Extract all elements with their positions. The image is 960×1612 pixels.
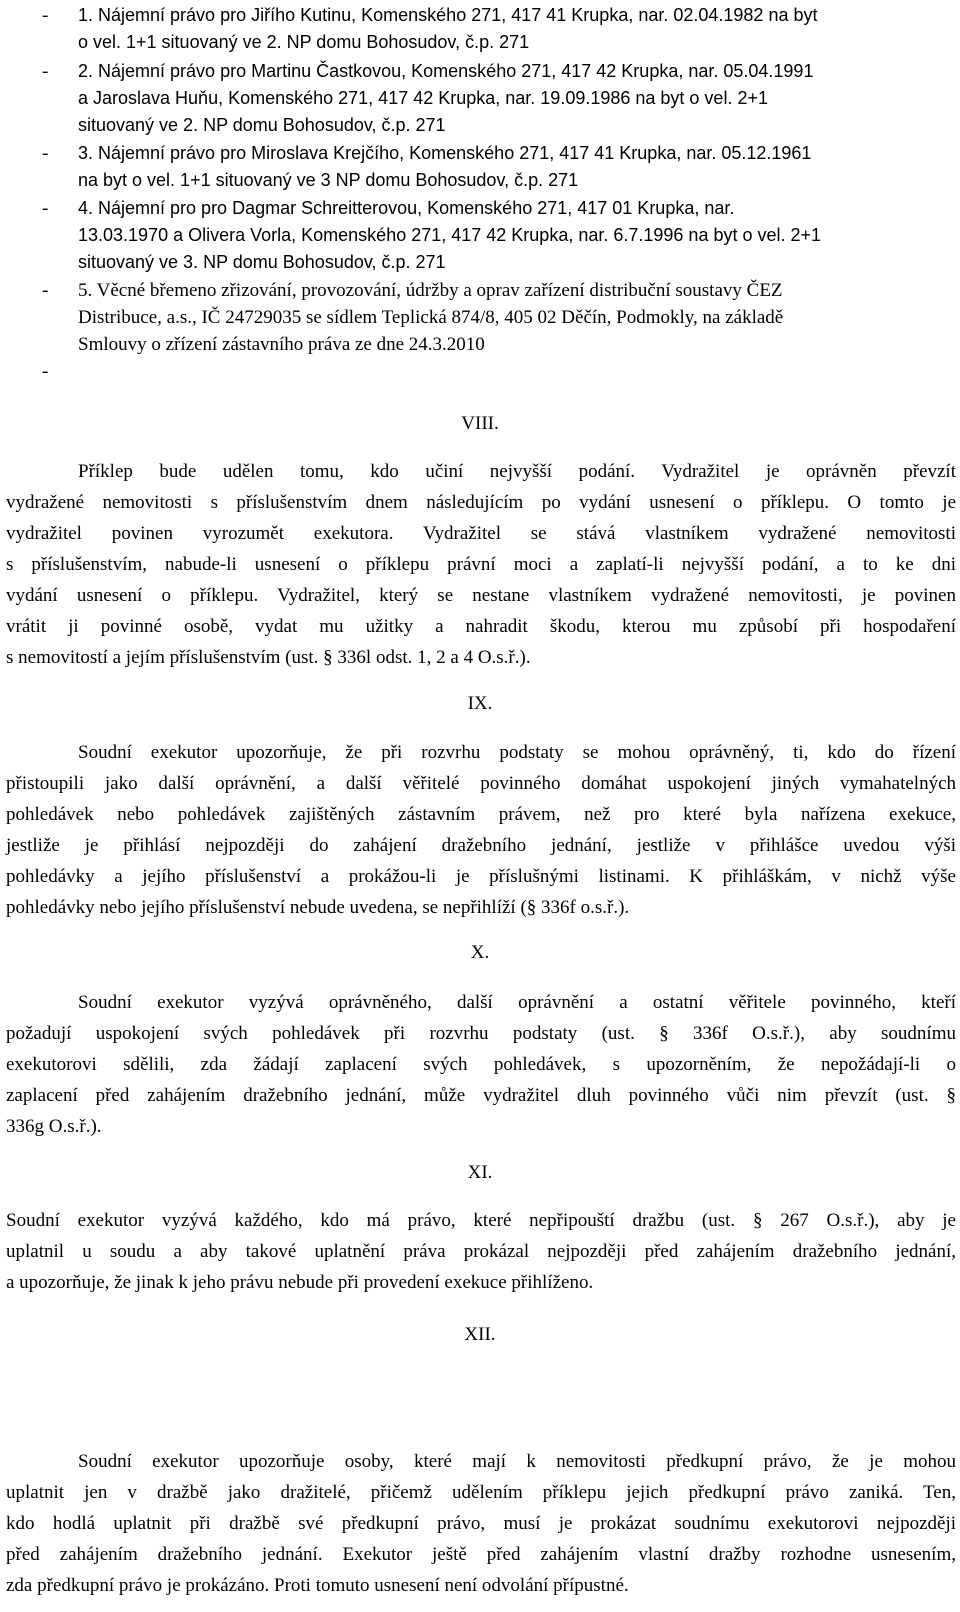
text-line: zaplacení před zahájením dražebního jednání, může vydražitel dluh povinného vůči nim převzít (ust. § [6, 1085, 956, 1106]
text-line: s nemovitostí a jejím příslušenstvím (ust. § 336l odst. 1, 2 a 4 O.s.ř.). [6, 647, 531, 668]
section-heading: X. [470, 942, 490, 963]
text-line: a upozorňuje, že jinak k jeho právu nebude při provedení exekuce přihlíženo. [6, 1272, 594, 1293]
text-line: jestliže je přihlásí nejpozději do zahájení dražebního jednání, jestliže v přihlášce uvedou výši [6, 835, 956, 856]
list-item-text [78, 2, 958, 56]
text-line: situovaný ve 3. NP domu Bohosudov, č.p. 271 [78, 252, 446, 272]
list-dash: - [42, 5, 49, 26]
list-item-text [78, 58, 958, 139]
text-line: Soudní exekutor upozorňuje, že při rozvrhu podstaty se mohou oprávněný, ti, kdo do řízení [78, 742, 956, 763]
text-line: pohledávky nebo jejího příslušenství nebude uvedena, se nepřihlíží (§ 336f o.s.ř.). [6, 897, 630, 918]
text-line: Soudní exekutor vyzývá oprávněného, další oprávnění a ostatní věřitele povinného, kteří [78, 992, 956, 1013]
text-line: Soudní exekutor upozorňuje osoby, které mají k nemovitosti předkupní právo, že je mohou [78, 1451, 956, 1472]
list-dash: - [42, 198, 49, 219]
text-line: na byt o vel. 1+1 situovaný ve 3 NP domu Bohosudov, č.p. 271 [78, 170, 579, 190]
text-line: přistoupili jako další oprávnění, a další věřitelé povinného domáhat uspokojení jiných vymahatelných [6, 773, 956, 794]
text-line: 2. Nájemní právo pro Martinu Častkovou, Komenského 271, 417 42 Krupka, nar. 05.04.1991 [78, 61, 814, 81]
text-line: vydání usnesení o příklepu. Vydražitel, který se nestane vlastníkem vydražené nemovitosti, je povinen [6, 585, 956, 606]
text-line: pohledávek nebo pohledávek zajištěných zástavním právem, než pro které byla nařízena exekuce, [6, 804, 956, 825]
list-dash: - [42, 143, 49, 164]
section-paragraph [6, 1446, 956, 1601]
text-line: vydražené nemovitosti s příslušenstvím dnem následujícím po vydání usnesení o příklepu. O tomto je [6, 492, 956, 513]
section-paragraph [6, 1205, 956, 1298]
text-line: Soudní exekutor vyzývá každého, kdo má právo, které nepřipouští dražbu (ust. § 267 O.s.ř.), aby je [6, 1210, 956, 1231]
section-paragraph [6, 987, 956, 1142]
text-line: před zahájením dražebního jednání. Exekutor ještě před zahájením vlastní dražby rozhodne usnesením, [6, 1544, 956, 1565]
section-paragraph [6, 456, 956, 673]
text-line: kdo hodlá uplatnit při dražbě své předkupní právo, musí je prokázat soudnímu exekutorovi nejpozději [6, 1513, 956, 1534]
list-dash: - [42, 61, 49, 82]
list-item-text [78, 277, 958, 358]
text-line: 5. Věcné břemeno zřizování, provozování, údržby a oprav zařízení distribuční soustavy ČEZ [78, 280, 783, 301]
section-heading: IX. [467, 693, 493, 714]
text-line: Distribuce, a.s., IČ 24729035 se sídlem Teplická 874/8, 405 02 Děčín, Podmokly, na základě [78, 307, 784, 328]
list-dash: - [42, 280, 49, 301]
text-line: exekutorovi sdělili, zda žádají zaplacení svých pohledávek, s upozorněním, že nepožádají-li o [6, 1054, 956, 1075]
list-item-text [78, 140, 958, 194]
list-dash: - [42, 361, 49, 382]
list-item-text [78, 195, 958, 276]
section-paragraph [6, 737, 956, 923]
text-line: 1. Nájemní právo pro Jiřího Kutinu, Komenského 271, 417 41 Krupka, nar. 02.04.1982 na byt [78, 5, 818, 25]
text-line: zda předkupní právo je prokázáno. Proti tomuto usnesení není odvolání přípustné. [6, 1575, 629, 1596]
text-line: 3. Nájemní právo pro Miroslava Krejčího, Komenského 271, 417 41 Krupka, nar. 05.12.1961 [78, 143, 812, 163]
text-line: 336g O.s.ř.). [6, 1116, 102, 1137]
text-line: pohledávky a jejího příslušenství a prokážou-li je příslušnými listinami. K přihláškám, v nichž výše [6, 866, 956, 887]
text-line: a Jaroslava Huňu, Komenského 271, 417 42 Krupka, nar. 19.09.1986 na byt o vel. 2+1 [78, 88, 768, 108]
section-heading: VIII. [461, 413, 499, 434]
text-line: 13.03.1970 a Olivera Vorla, Komenského 271, 417 42 Krupka, nar. 6.7.1996 na byt o vel. 2+1 [78, 225, 822, 245]
section-heading: XII. [464, 1324, 496, 1345]
text-line: s příslušenstvím, nabude-li usnesení o příklepu právní moci a zaplatí-li nejvyšší podání, a to ke dni [6, 554, 956, 575]
text-line: vydražitel povinen vyrozumět exekutora. Vydražitel se stává vlastníkem vydražené nemovitosti [6, 523, 956, 544]
text-line: požadují uspokojení svých pohledávek při rozvrhu podstaty (ust. § 336f O.s.ř.), aby soudnímu [6, 1023, 956, 1044]
text-line: Příklep bude udělen tomu, kdo učiní nejvyšší podání. Vydražitel je oprávněn převzít [78, 461, 956, 482]
text-line: 4. Nájemní pro pro Dagmar Schreitterovou, Komenského 271, 417 01 Krupka, nar. [78, 198, 735, 218]
text-line: Smlouvy o zřízení zástavního práva ze dne 24.3.2010 [78, 334, 485, 355]
text-line: uplatnil u soudu a aby takové uplatnění práva prokázal nejpozději před zahájením dražebního jednání, [6, 1241, 956, 1262]
text-line: uplatnit jen v dražbě jako dražitelé, přičemž udělením příklepu jejich předkupní právo zaniká. Ten, [6, 1482, 956, 1503]
text-line: situovaný ve 2. NP domu Bohosudov, č.p. 271 [78, 115, 446, 135]
text-line: vrátit ji povinné osobě, vydat mu užitky a nahradit škodu, kterou mu způsobí při hospodaření [6, 616, 956, 637]
section-heading: XI. [467, 1162, 493, 1183]
text-line: o vel. 1+1 situovaný ve 2. NP domu Bohosudov, č.p. 271 [78, 32, 530, 52]
